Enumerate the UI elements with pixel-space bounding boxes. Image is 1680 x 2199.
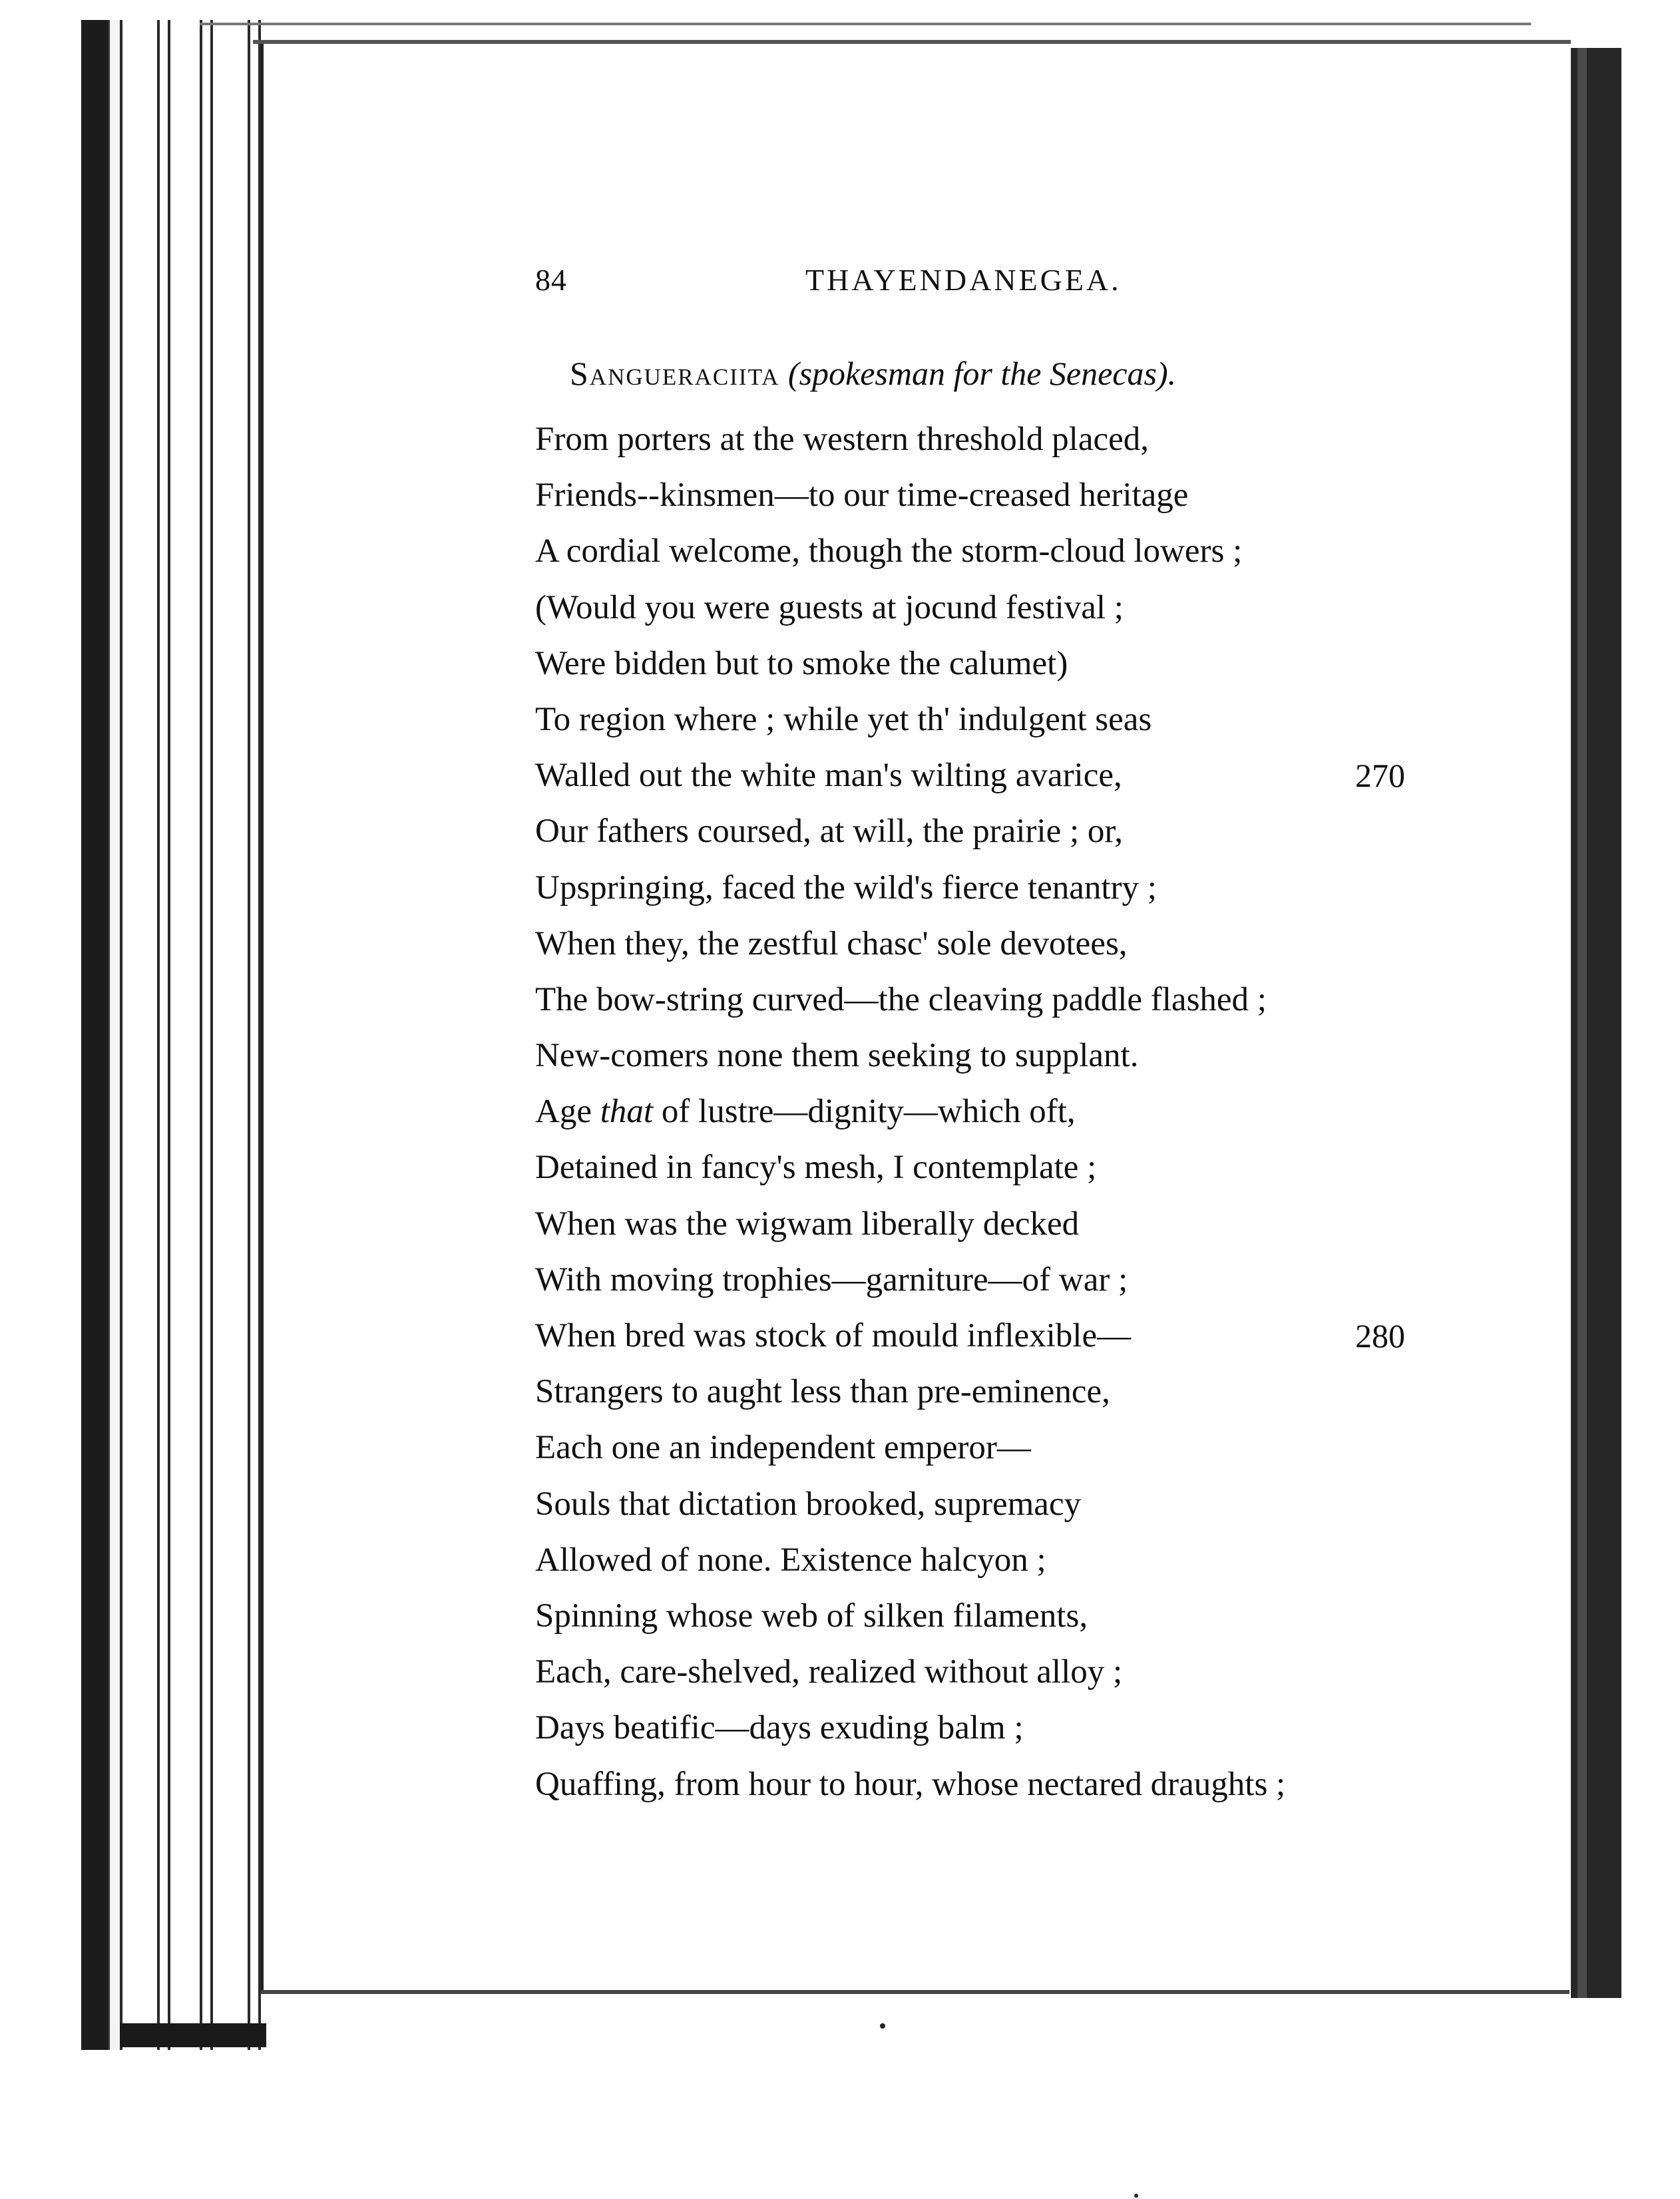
book-edge-base <box>120 2023 266 2047</box>
verse-line <box>535 803 1420 859</box>
verse-line <box>535 580 1420 636</box>
page-bottom-edge <box>261 1990 1570 1994</box>
page-top-edge <box>200 23 1531 25</box>
page-edge-line <box>168 20 170 2050</box>
verse-line <box>535 972 1420 1028</box>
page-number: 84 <box>535 263 567 297</box>
verse-block <box>535 411 1420 1812</box>
line-number: 280 <box>1355 1317 1405 1354</box>
verse-line <box>535 1139 1420 1195</box>
verse-text: Allowed of none. Existence halcyon ; <box>535 1541 1046 1579</box>
verse-text: A cordial welcome, though the storm-cloud lowers ; <box>535 532 1243 570</box>
verse-line <box>535 1532 1420 1588</box>
verse-line <box>535 1028 1420 1084</box>
running-title: THAYENDANEGEA. <box>805 263 1122 297</box>
verse-text: Age <box>535 1093 600 1131</box>
page-edge-line <box>157 20 160 2050</box>
verse-line <box>535 1588 1420 1644</box>
verse-line <box>535 1252 1420 1308</box>
verse-text: When bred was stock of mould inflexible— <box>535 1317 1132 1354</box>
verse-line <box>535 1196 1420 1252</box>
page-top-rule <box>253 40 1571 44</box>
verse-line <box>535 1084 1420 1139</box>
verse-text: Friends--kinsmen—to our time-creased heritage <box>535 477 1189 514</box>
verse-text: of lustre—dignity—which oft, <box>653 1093 1076 1131</box>
verse-text: New-comers none them seeking to supplant. <box>535 1037 1139 1075</box>
verse-text: Strangers to aught less than pre-eminence, <box>535 1373 1110 1411</box>
page-edge-line <box>200 20 202 2050</box>
verse-line <box>535 916 1420 972</box>
verse-line <box>535 1308 1420 1364</box>
verse-line <box>535 860 1420 916</box>
verse-text: When they, the zestful chasc' sole devotees, <box>535 924 1128 962</box>
verse-line <box>535 1756 1420 1812</box>
verse-line <box>535 523 1420 579</box>
line-number: 270 <box>1355 757 1405 795</box>
verse-text: To region where ; while yet th' indulgent seas <box>535 700 1152 738</box>
verse-line <box>535 411 1420 467</box>
verse-line <box>535 747 1420 803</box>
verse-line <box>535 1700 1420 1756</box>
speaker-heading <box>570 354 1176 393</box>
verse-line <box>535 692 1420 747</box>
verse-text: Detained in fancy's mesh, I contemplate ; <box>535 1149 1097 1187</box>
page-edge-line <box>248 20 250 2050</box>
verse-text: Days beatific—days exuding balm ; <box>535 1709 1024 1747</box>
verse-text: From porters at the western threshold placed, <box>535 421 1149 458</box>
verse-line <box>535 1644 1420 1700</box>
verse-line <box>535 1364 1420 1420</box>
verse-text: The bow-string curved—the cleaving paddle flashed ; <box>535 980 1267 1018</box>
page-edge-line <box>120 20 122 2050</box>
verse-line <box>535 1420 1420 1476</box>
verse-text: Each one an independent emperor— <box>535 1429 1031 1467</box>
verse-text: Spinning whose web of silken filaments, <box>535 1597 1088 1635</box>
verse-text: Each, care-shelved, realized without alloy ; <box>535 1653 1123 1691</box>
speaker-note: (spokesman for the Senecas). <box>787 355 1177 392</box>
verse-text: Were bidden but to smoke the calumet) <box>535 644 1068 682</box>
page-edge-line <box>210 20 213 2050</box>
verse-line <box>535 636 1420 692</box>
verse-text: Walled out the white man's wilting avarice, <box>535 757 1122 795</box>
verse-text: Quaffing, from hour to hour, whose nectared draughts ; <box>535 1765 1286 1803</box>
verse-text: Upspringing, faced the wild's fierce tenantry ; <box>535 869 1157 906</box>
book-spine-highlight <box>1577 48 1587 1998</box>
verse-text: With moving trophies—garniture—of war ; <box>535 1261 1128 1299</box>
verse-line <box>535 467 1420 523</box>
verse-text: When was the wigwam liberally decked <box>535 1205 1080 1243</box>
verse-line <box>535 1476 1420 1532</box>
verse-text: (Would you were guests at jocund festival ; <box>535 588 1124 626</box>
verse-text: Souls that dictation brooked, supremacy <box>535 1485 1082 1523</box>
scan-speck <box>880 2023 885 2029</box>
scan-speck <box>1134 2194 1138 2198</box>
verse-emphasis: that <box>600 1093 654 1131</box>
book-edge <box>81 20 108 2050</box>
speaker-name: Sangueraciita <box>570 355 780 392</box>
verse-text: Our fathers coursed, at will, the prairie ; or, <box>535 813 1124 851</box>
